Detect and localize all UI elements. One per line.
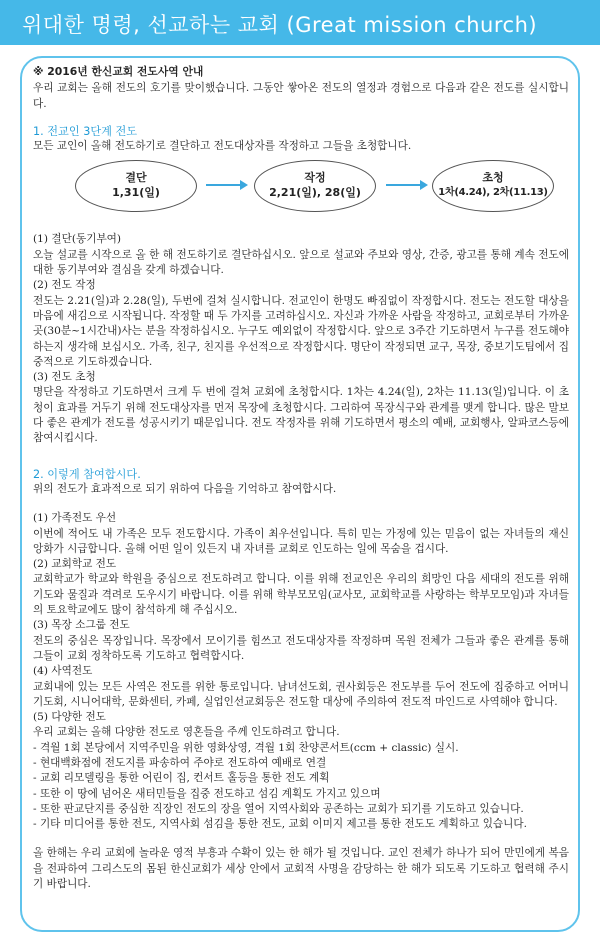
item-body: 우리 교회는 올해 다양한 전도로 영혼들을 주께 인도하려고 합니다. [33,726,340,739]
section-2-lead: 위의 전도가 효과적으로 되기 위하여 다음을 기억하고 참여합시다. [33,482,337,495]
closing-paragraph: 올 한해는 우리 교회에 놀라운 영적 부흥과 수확이 있는 한 해가 될 것입니다. 교인 전체가 하나가 되어 만민에게 복음을 전파하여 그리스도의 몸된 한신교회가 세상 안에서 교회적 사명을 감당하는 한 해가 되도록 기도하고 협력해 주시기 바랍니다. [33,847,569,891]
arrow-right-icon [206,184,246,186]
item-heading: (5) 다양한 전도 [33,711,106,724]
item-heading: (3) 목장 소그룹 전도 [33,619,130,632]
item-heading: (3) 전도 초청 [33,371,96,384]
notice-title: ※ 2016년 한신교회 전도사역 안내 [33,65,204,78]
announcement-body [33,64,569,892]
item-heading: (2) 전도 작정 [33,279,96,292]
step-date: 2,21(일), 28(일) [269,186,361,200]
bullet-item: - 또한 이 땅에 넘어온 새터민들을 집중 전도하고 섬김 계획도 가지고 있으며 [33,787,381,800]
section-1-lead: 모든 교인이 올해 전도하기로 결단하고 전도대상자를 작정하고 그들을 초청합니다. [33,140,412,153]
arrow-right-icon [386,184,426,186]
step-title: 결단 [125,171,147,185]
item-body: 교회내에 있는 모든 사역은 전도를 위한 통로입니다. 남녀선도회, 권사회등은 전도부를 두어 전도에 집중하고 어머니 기도회, 시니어대학, 문화센터, 카페, 실업인선교회등은 전도할 대상에 주의하여 전도적 마인드로 사역해야 합니다. [33,680,569,708]
bullet-item: - 기타 미디어를 통한 전도, 지역사회 섬김을 통한 전도, 교회 이미지 제고를 통한 전도도 계획하고 있습니다. [33,818,527,831]
item-body: 교회학교가 학교와 학원을 중심으로 전도하려고 합니다. 이를 위해 전교인은 우리의 희망인 다음 세대의 전도를 위해 기도와 물질과 격려로 도우시기 바랍니다. 이를 위해 학부모모임(교사모, 교회학교를 사랑하는 학부모모임)과 자녀들의 토요학교에도 많이 참석하게 해 주십시오. [33,573,569,617]
item-body: 전도의 중심은 목장입니다. 목장에서 모이기를 힘쓰고 전도대상자를 작정하며 목원 전체가 그들과 좋은 관계를 통해 그들이 교회 정착하도록 기도하고 협력합시다. [33,634,569,662]
bullet-item: - 현대백화점에 전도지를 파송하여 주야로 전도하여 예배로 연결 [33,756,327,769]
three-step-flow [33,160,569,222]
section-2-heading: 2. 이렇게 참여합시다. [33,467,141,481]
step-invitation [432,160,554,212]
item-heading: (1) 결단(동기부여) [33,233,122,246]
step-title: 작정 [304,171,326,185]
item-body: 전도는 2.21(일)과 2.28(일), 두번에 걸쳐 실시합니다. 전교인이 한명도 빠짐없이 작정합시다. 전도는 전도할 대상을 마음에 새김으로 시작됩니다. 작정할 때 두 가지를 고려하십시오. 자신과 가까운 사람을 작정하고, 교회로부터 가까운 곳(30분~1시간내)사는 분을 작정하십시오. 누구도 예외없이 작정합시다. 앞으로 3주간 기도하면서 누구를 전도해야 하는지 생각해 보십시오. 가족, 친구, 친지를 우선적으로 작정합시다. 명단이 작정되면 교구, 목장, 중보기도팀에서 집중적으로 기도하겠습니다. [33,294,569,368]
item-body: 명단을 작정하고 기도하면서 크게 두 번에 걸쳐 교회에 초청합시다. 1차는 4.24(일), 2차는 11.13(일)입니다. 이 초청이 효과를 거두기 위해 전도대상자를 먼저 목장에 초청합시다. 그리하여 목장식구와 관계를 맺게 합니다. 많은 말보다 좋은 관계가 전도를 성공시키기 때문입니다. 전도 작정자를 위해 기도하면서 평소의 예배, 교회행사, 알파코스등에 참여시킵시다. [33,386,569,445]
step-commitment [254,160,376,212]
intro-paragraph: 우리 교회는 올해 전도의 호기를 맞이했습니다. 그동안 쌓아온 전도의 열정과 경험으로 다음과 같은 전도를 실시합니다. [33,82,569,110]
item-heading: (1) 가족전도 우선 [33,512,117,525]
step-date: 1,31(일) [112,186,160,200]
bullet-item: - 교회 리모델링을 통한 어린이 집, 컨서트 홀등을 통한 전도 계획 [33,772,330,785]
bullet-item: - 또한 판교단지를 중심한 직장인 전도의 장을 열어 지역사회와 공존하는 교회가 되기를 기도하고 있습니다. [33,802,524,815]
item-heading: (4) 사역전도 [33,665,93,678]
step-title: 초청 [482,171,504,185]
section-1-heading: 1. 전교인 3단계 전도 [33,124,138,138]
item-body: 오늘 설교를 시작으로 올 한 해 전도하기로 결단하십시오. 앞으로 설교와 주보와 영상, 간증, 광고를 통해 계속 전도에 대한 동기부여와 결심을 갖게 하겠습니다. [33,248,569,277]
step-decision [75,160,197,212]
banner-title: 위대한 명령, 선교하는 교회 (Great mission church) [22,13,538,37]
title-banner [0,0,600,45]
item-body: 이번에 적어도 내 가족은 모두 전도합시다. 가족이 최우선입니다. 특히 믿는 가정에 있는 믿음이 없는 자녀들의 재신앙화가 시급합니다. 올해 어떤 일이 있든지 내 자녀를 교회로 인도하는 일에 목숨을 겁시다. [33,527,569,555]
item-heading: (2) 교회학교 전도 [33,558,117,571]
bullet-item: - 격월 1회 본당에서 지역주민을 위한 영화상영, 격월 1회 찬양콘서트(ccm + classic) 실시. [33,741,459,754]
step-date: 1차(4.24), 2차(11.13) [438,187,548,199]
